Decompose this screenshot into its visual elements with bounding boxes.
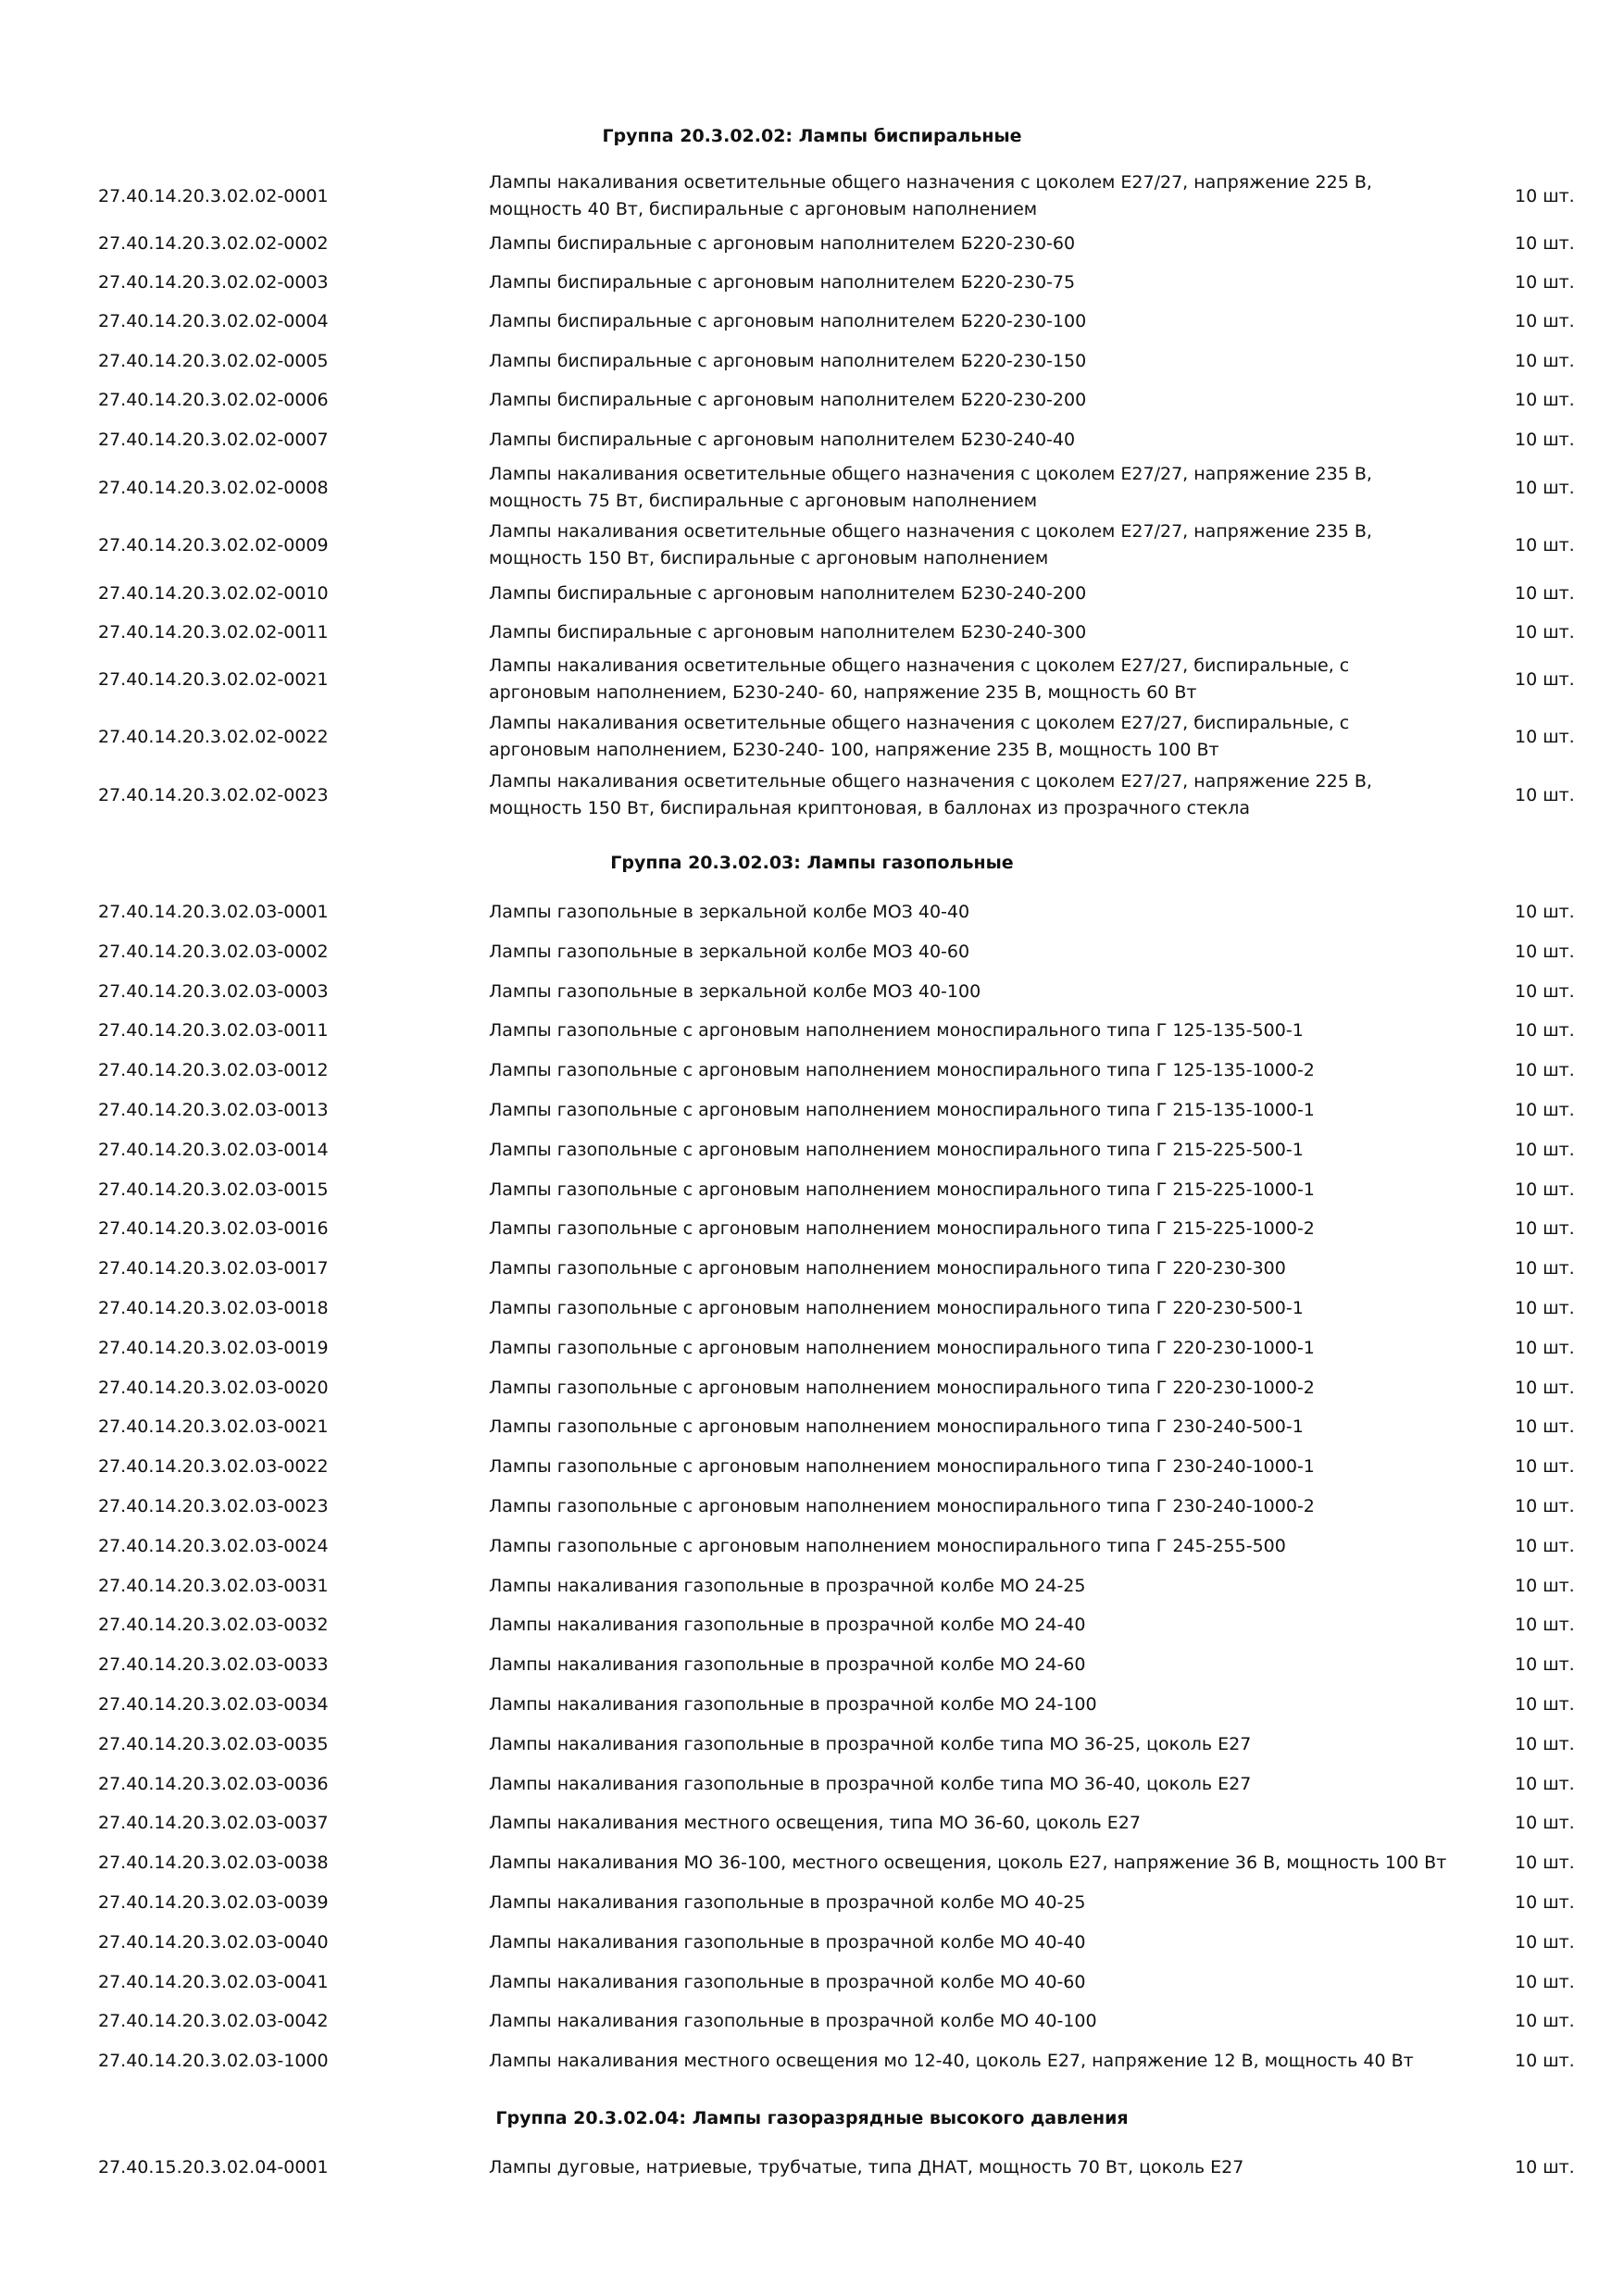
item-quantity: 10 шт. [1515, 1377, 1575, 1398]
item-code: 27.40.14.20.3.02.02-0010 [98, 583, 329, 604]
description-line: Лампы накаливания осветительные общего назначения с цоколем Е27/27, напряжение 225 В, [489, 771, 1372, 792]
description-line: мощность 75 Вт, биспиральные с аргоновым наполнением [489, 491, 1038, 511]
item-description [489, 461, 1470, 515]
item-code: 27.40.14.20.3.02.03-0040 [98, 1931, 329, 1953]
item-description: Лампы накаливания газопольные в прозрачной колбе МО 24-25 [489, 1575, 1086, 1596]
item-quantity: 10 шт. [1515, 1456, 1575, 1478]
item-quantity: 10 шт. [1515, 351, 1575, 371]
item-quantity: 10 шт. [1515, 727, 1575, 747]
item-quantity: 10 шт. [1515, 1218, 1575, 1240]
item-quantity: 10 шт. [1515, 390, 1575, 410]
item-quantity: 10 шт. [1515, 1813, 1575, 1834]
item-description: Лампы накаливания газопольные в прозрачной колбе МО 24-60 [489, 1654, 1086, 1676]
item-code: 27.40.14.20.3.02.02-0008 [98, 478, 329, 498]
item-description: Лампы газопольные в зеркальной колбе МОЗ 40-100 [489, 980, 981, 1002]
item-description: Лампы биспиральные с аргоновым наполнителем Б220-230-200 [489, 390, 1087, 410]
item-code: 27.40.14.20.3.02.02-0022 [98, 727, 329, 747]
item-description: Лампы биспиральные с аргоновым наполнителем Б220-230-75 [489, 272, 1076, 293]
item-code: 27.40.14.20.3.02.03-0033 [98, 1654, 329, 1676]
item-description: Лампы газопольные с аргоновым наполнением моноспирального типа Г 220-230-500-1 [489, 1298, 1304, 1318]
item-description: Лампы накаливания газопольные в прозрачной колбе МО 24-40 [489, 1615, 1086, 1636]
item-description: Лампы газопольные с аргоновым наполнением моноспирального типа Г 245-255-500 [489, 1535, 1286, 1556]
item-description: Лампы дуговые, натриевые, трубчатые, типа ДНАТ, мощность 70 Вт, цоколь Е27 [489, 2157, 1244, 2177]
description-line: Лампы накаливания осветительные общего назначения с цоколем Е27/27, биспиральные, с [489, 713, 1350, 733]
description-line: Лампы накаливания осветительные общего назначения с цоколем Е27/27, биспиральные, с [489, 655, 1350, 676]
item-code: 27.40.14.20.3.02.03-0042 [98, 2011, 329, 2032]
item-code: 27.40.14.20.3.02.03-0003 [98, 980, 329, 1002]
item-description: Лампы накаливания газопольные в прозрачной колбе МО 24-100 [489, 1694, 1097, 1715]
item-code: 27.40.14.20.3.02.02-0011 [98, 622, 329, 643]
item-description [489, 710, 1470, 764]
item-code: 27.40.14.20.3.02.03-0020 [98, 1377, 329, 1398]
item-code: 27.40.14.20.3.02.03-0016 [98, 1218, 329, 1240]
item-quantity: 10 шт. [1515, 2051, 1575, 2072]
description-line: аргоновым наполнением, Б230-240- 100, напряжение 235 В, мощность 100 Вт [489, 740, 1219, 760]
item-code: 27.40.14.20.3.02.03-0013 [98, 1100, 329, 1120]
item-description: Лампы газопольные с аргоновым наполнением моноспирального типа Г 230-240-1000-2 [489, 1496, 1315, 1516]
item-code: 27.40.14.20.3.02.02-0004 [98, 311, 329, 331]
item-quantity: 10 шт. [1515, 2157, 1575, 2177]
item-description: Лампы газопольные с аргоновым наполнением моноспирального типа Г 230-240-1000-1 [489, 1456, 1315, 1478]
description-line: мощность 40 Вт, биспиральные с аргоновым наполнением [489, 199, 1038, 219]
item-quantity: 10 шт. [1515, 272, 1575, 293]
item-code: 27.40.14.20.3.02.03-0002 [98, 941, 329, 962]
item-code: 27.40.14.20.3.02.02-0001 [98, 186, 329, 206]
item-description: Лампы биспиральные с аргоновым наполнителем Б230-240-300 [489, 622, 1087, 643]
item-quantity: 10 шт. [1515, 902, 1575, 922]
group-title: Группа 20.3.02.02: Лампы биспиральные [602, 126, 1022, 146]
item-description: Лампы газопольные с аргоновым наполнением моноспирального типа Г 125-135-1000-2 [489, 1060, 1315, 1081]
item-description: Лампы газопольные в зеркальной колбе МОЗ 40-40 [489, 902, 970, 922]
item-quantity: 10 шт. [1515, 1100, 1575, 1120]
item-quantity: 10 шт. [1515, 980, 1575, 1002]
item-description [489, 169, 1470, 223]
item-code: 27.40.14.20.3.02.03-0036 [98, 1773, 329, 1794]
item-description: Лампы накаливания МО 36-100, местного освещения, цоколь Е27, напряжение 36 В, мощность 100 Вт [489, 1853, 1447, 1874]
item-description: Лампы накаливания местного освещения мо 12-40, цоколь Е27, напряжение 12 В, мощность 40 Вт [489, 2051, 1414, 2072]
item-description: Лампы газопольные в зеркальной колбе МОЗ 40-60 [489, 941, 970, 962]
item-description: Лампы биспиральные с аргоновым наполнителем Б230-240-200 [489, 583, 1087, 604]
item-code: 27.40.14.20.3.02.03-0022 [98, 1456, 329, 1478]
item-code: 27.40.14.20.3.02.03-0031 [98, 1575, 329, 1596]
item-quantity: 10 шт. [1515, 430, 1575, 450]
item-description: Лампы накаливания газопольные в прозрачной колбе типа МО 36-25, цоколь Е27 [489, 1733, 1252, 1754]
item-code: 27.40.14.20.3.02.03-0032 [98, 1615, 329, 1636]
description-line: Лампы накаливания осветительные общего назначения с цоколем Е27/27, напряжение 235 В, [489, 521, 1372, 542]
item-quantity: 10 шт. [1515, 311, 1575, 331]
item-code: 27.40.14.20.3.02.02-0002 [98, 233, 329, 254]
item-quantity: 10 шт. [1515, 1337, 1575, 1358]
item-code: 27.40.14.20.3.02.03-1000 [98, 2051, 329, 2072]
item-quantity: 10 шт. [1515, 785, 1575, 805]
item-quantity: 10 шт. [1515, 1694, 1575, 1715]
item-description [489, 518, 1470, 572]
item-quantity: 10 шт. [1515, 1139, 1575, 1160]
item-quantity: 10 шт. [1515, 1416, 1575, 1438]
item-quantity: 10 шт. [1515, 1971, 1575, 1992]
group-title: Группа 20.3.02.04: Лампы газоразрядные высокого давления [495, 2108, 1129, 2128]
item-code: 27.40.14.20.3.02.03-0038 [98, 1853, 329, 1874]
item-code: 27.40.14.20.3.02.03-0019 [98, 1337, 329, 1358]
item-code: 27.40.14.20.3.02.02-0006 [98, 390, 329, 410]
item-quantity: 10 шт. [1515, 583, 1575, 604]
item-quantity: 10 шт. [1515, 1575, 1575, 1596]
item-description: Лампы биспиральные с аргоновым наполнителем Б220-230-150 [489, 351, 1087, 371]
item-description: Лампы накаливания местного освещения, типа МО 36-60, цоколь Е27 [489, 1813, 1141, 1834]
item-code: 27.40.14.20.3.02.03-0023 [98, 1496, 329, 1516]
item-code: 27.40.14.20.3.02.02-0021 [98, 669, 329, 690]
item-code: 27.40.14.20.3.02.03-0011 [98, 1020, 329, 1042]
group-title: Группа 20.3.02.03: Лампы газопольные [610, 853, 1014, 873]
item-quantity: 10 шт. [1515, 186, 1575, 206]
item-quantity: 10 шт. [1515, 1060, 1575, 1081]
item-description: Лампы накаливания газопольные в прозрачной колбе МО 40-100 [489, 2011, 1097, 2032]
item-description: Лампы накаливания газопольные в прозрачной колбе МО 40-25 [489, 1892, 1086, 1913]
item-quantity: 10 шт. [1515, 1733, 1575, 1754]
item-description: Лампы газопольные с аргоновым наполнением моноспирального типа Г 215-225-1000-2 [489, 1218, 1315, 1240]
description-line: мощность 150 Вт, биспиральные с аргоновым наполнением [489, 548, 1049, 568]
item-description: Лампы газопольные с аргоновым наполнением моноспирального типа Г 125-135-500-1 [489, 1020, 1304, 1042]
item-description: Лампы биспиральные с аргоновым наполнителем Б230-240-40 [489, 430, 1076, 450]
item-quantity: 10 шт. [1515, 478, 1575, 498]
item-code: 27.40.14.20.3.02.03-0017 [98, 1258, 329, 1279]
item-code: 27.40.14.20.3.02.03-0024 [98, 1535, 329, 1556]
item-quantity: 10 шт. [1515, 1496, 1575, 1516]
item-code: 27.40.14.20.3.02.03-0001 [98, 902, 329, 922]
item-code: 27.40.14.20.3.02.02-0003 [98, 272, 329, 293]
item-description: Лампы газопольные с аргоновым наполнением моноспирального типа Г 220-230-1000-1 [489, 1337, 1315, 1358]
item-description [489, 653, 1470, 706]
item-quantity: 10 шт. [1515, 1892, 1575, 1913]
item-code: 27.40.14.20.3.02.03-0015 [98, 1179, 329, 1200]
item-quantity: 10 шт. [1515, 1020, 1575, 1042]
item-description: Лампы накаливания газопольные в прозрачной колбе МО 40-60 [489, 1971, 1086, 1992]
item-quantity: 10 шт. [1515, 1654, 1575, 1676]
item-quantity: 10 шт. [1515, 1258, 1575, 1279]
item-quantity: 10 шт. [1515, 1535, 1575, 1556]
item-code: 27.40.14.20.3.02.03-0037 [98, 1813, 329, 1834]
item-description: Лампы газопольные с аргоновым наполнением моноспирального типа Г 215-225-500-1 [489, 1139, 1304, 1160]
item-quantity: 10 шт. [1515, 535, 1575, 555]
item-code: 27.40.14.20.3.02.03-0034 [98, 1694, 329, 1715]
description-line: Лампы накаливания осветительные общего назначения с цоколем Е27/27, напряжение 235 В, [489, 464, 1372, 484]
item-quantity: 10 шт. [1515, 1615, 1575, 1636]
item-code: 27.40.15.20.3.02.04-0001 [98, 2157, 329, 2177]
item-description: Лампы газопольные с аргоновым наполнением моноспирального типа Г 215-135-1000-1 [489, 1100, 1315, 1120]
item-quantity: 10 шт. [1515, 1298, 1575, 1318]
item-description: Лампы биспиральные с аргоновым наполнителем Б220-230-100 [489, 311, 1087, 331]
description-line: аргоновым наполнением, Б230-240- 60, напряжение 235 В, мощность 60 Вт [489, 682, 1197, 703]
item-code: 27.40.14.20.3.02.02-0005 [98, 351, 329, 371]
description-line: мощность 150 Вт, биспиральная криптоновая, в баллонах из прозрачного стекла [489, 798, 1251, 818]
item-description: Лампы биспиральные с аргоновым наполнителем Б220-230-60 [489, 233, 1076, 254]
item-code: 27.40.14.20.3.02.03-0035 [98, 1733, 329, 1754]
item-quantity: 10 шт. [1515, 2011, 1575, 2032]
item-code: 27.40.14.20.3.02.03-0021 [98, 1416, 329, 1438]
item-description: Лампы газопольные с аргоновым наполнением моноспирального типа Г 220-230-1000-2 [489, 1377, 1315, 1398]
item-code: 27.40.14.20.3.02.03-0039 [98, 1892, 329, 1913]
description-line: Лампы накаливания осветительные общего назначения с цоколем Е27/27, напряжение 225 В, [489, 172, 1372, 193]
item-quantity: 10 шт. [1515, 1853, 1575, 1874]
item-quantity: 10 шт. [1515, 1773, 1575, 1794]
item-code: 27.40.14.20.3.02.03-0041 [98, 1971, 329, 1992]
item-description: Лампы газопольные с аргоновым наполнением моноспирального типа Г 220-230-300 [489, 1258, 1286, 1279]
item-description [489, 768, 1470, 822]
item-quantity: 10 шт. [1515, 669, 1575, 690]
item-description: Лампы накаливания газопольные в прозрачной колбе типа МО 36-40, цоколь Е27 [489, 1773, 1252, 1794]
item-code: 27.40.14.20.3.02.02-0023 [98, 785, 329, 805]
item-code: 27.40.14.20.3.02.03-0012 [98, 1060, 329, 1081]
item-quantity: 10 шт. [1515, 233, 1575, 254]
item-quantity: 10 шт. [1515, 941, 1575, 962]
item-quantity: 10 шт. [1515, 622, 1575, 643]
item-code: 27.40.14.20.3.02.02-0007 [98, 430, 329, 450]
item-description: Лампы газопольные с аргоновым наполнением моноспирального типа Г 230-240-500-1 [489, 1416, 1304, 1438]
item-code: 27.40.14.20.3.02.03-0014 [98, 1139, 329, 1160]
item-code: 27.40.14.20.3.02.03-0018 [98, 1298, 329, 1318]
item-description: Лампы накаливания газопольные в прозрачной колбе МО 40-40 [489, 1931, 1086, 1953]
item-description: Лампы газопольные с аргоновым наполнением моноспирального типа Г 215-225-1000-1 [489, 1179, 1315, 1200]
item-quantity: 10 шт. [1515, 1931, 1575, 1953]
item-code: 27.40.14.20.3.02.02-0009 [98, 535, 329, 555]
item-quantity: 10 шт. [1515, 1179, 1575, 1200]
